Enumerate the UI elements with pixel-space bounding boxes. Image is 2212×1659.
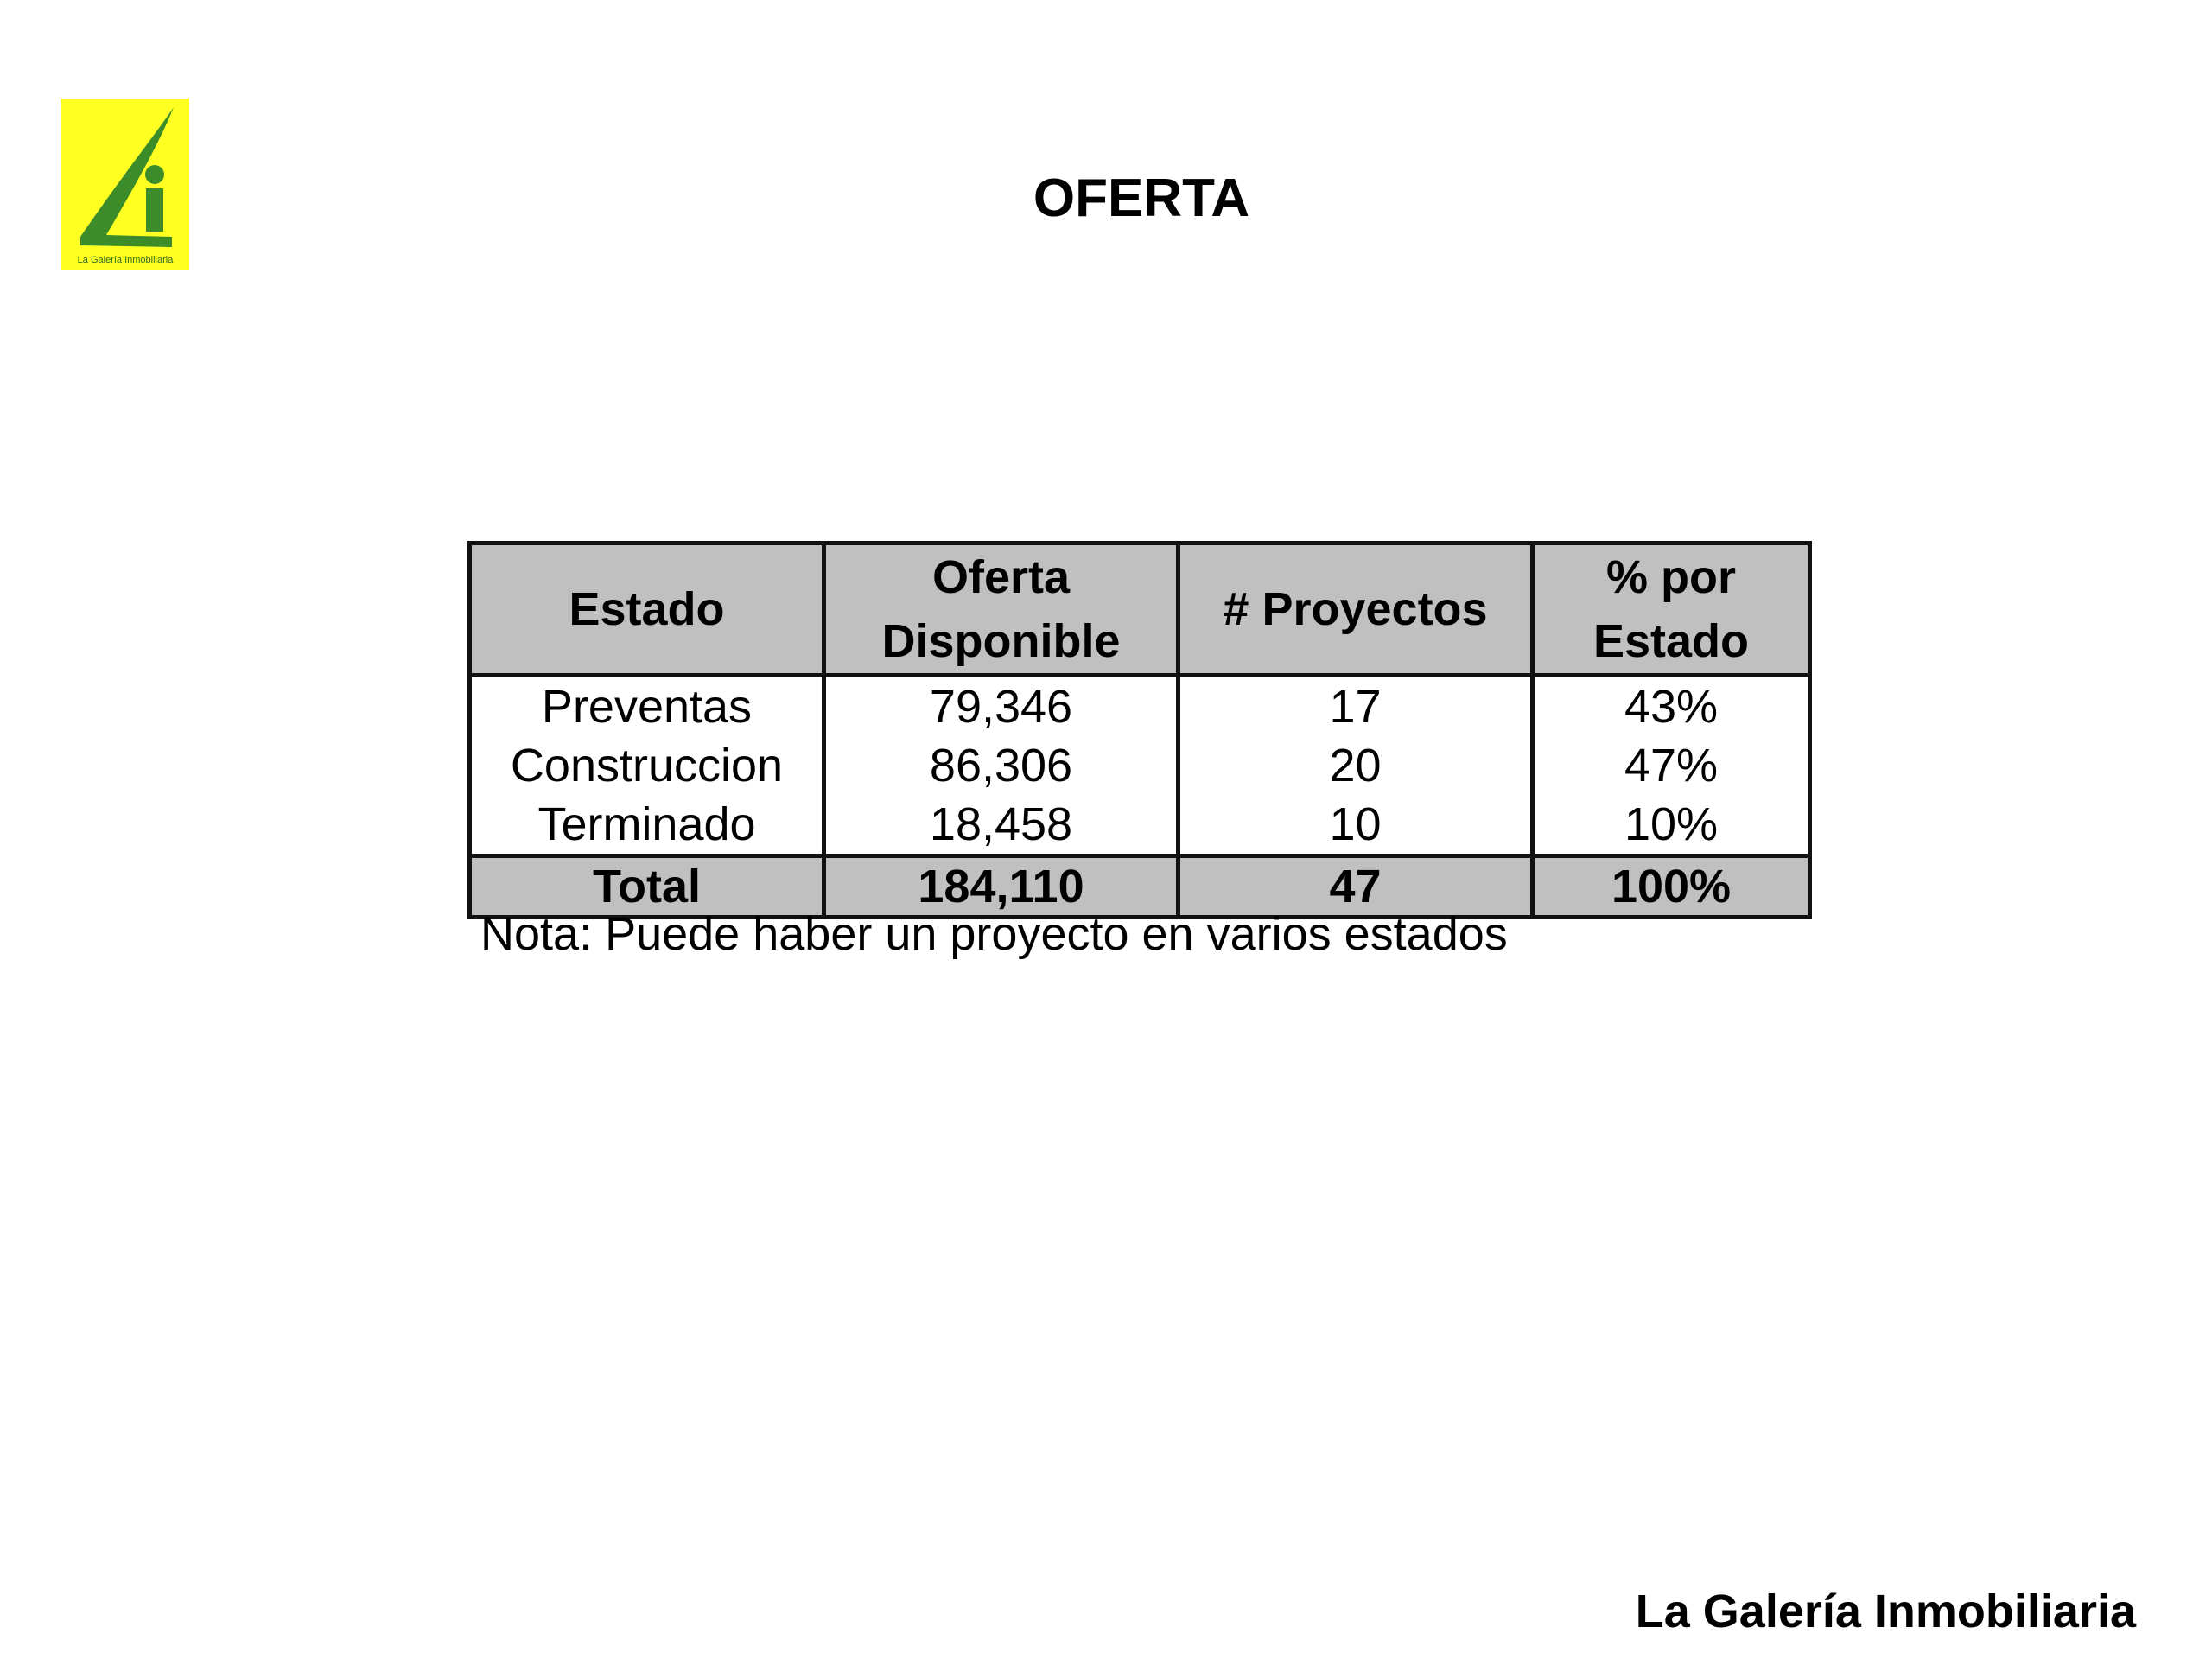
cell-oferta: 86,306 xyxy=(824,736,1179,795)
table-row xyxy=(470,736,1810,795)
total-proyectos: 47 xyxy=(1179,856,1533,918)
cell-estado: Terminado xyxy=(470,795,824,856)
header-porcentaje-line1: % por xyxy=(1605,551,1736,603)
total-oferta: 184,110 xyxy=(824,856,1179,918)
cell-porcentaje: 47% xyxy=(1533,736,1810,795)
table-row xyxy=(470,676,1810,737)
header-estado: Estado xyxy=(470,543,824,676)
logo-text: La Galería Inmobiliaria xyxy=(77,255,174,265)
cell-oferta: 79,346 xyxy=(824,676,1179,737)
oferta-table-container xyxy=(467,541,1812,919)
oferta-table xyxy=(467,541,1812,919)
header-oferta-line1: Oferta xyxy=(931,551,1071,603)
table-header-row xyxy=(470,543,1810,676)
cell-porcentaje: 43% xyxy=(1533,676,1810,737)
header-porcentaje xyxy=(1533,543,1810,676)
cell-porcentaje: 10% xyxy=(1533,795,1810,856)
header-proyectos: # Proyectos xyxy=(1179,543,1533,676)
total-porcentaje: 100% xyxy=(1533,856,1810,918)
table-row xyxy=(470,795,1810,856)
cell-estado: Preventas xyxy=(470,676,824,737)
header-oferta-line2: Disponible xyxy=(881,615,1121,667)
cell-estado: Construccion xyxy=(470,736,824,795)
table-note: Nota: Puede haber un proyecto en varios estados xyxy=(480,908,1508,960)
page-title: OFERTA xyxy=(1033,168,1250,228)
header-oferta-disponible xyxy=(824,543,1179,676)
footer-company-name: La Galería Inmobiliaria xyxy=(1635,1586,2136,1637)
header-porcentaje-line2: Estado xyxy=(1592,615,1750,667)
total-estado: Total xyxy=(470,856,824,918)
cell-proyectos: 17 xyxy=(1179,676,1533,737)
cell-oferta: 18,458 xyxy=(824,795,1179,856)
cell-proyectos: 10 xyxy=(1179,795,1533,856)
cell-proyectos: 20 xyxy=(1179,736,1533,795)
